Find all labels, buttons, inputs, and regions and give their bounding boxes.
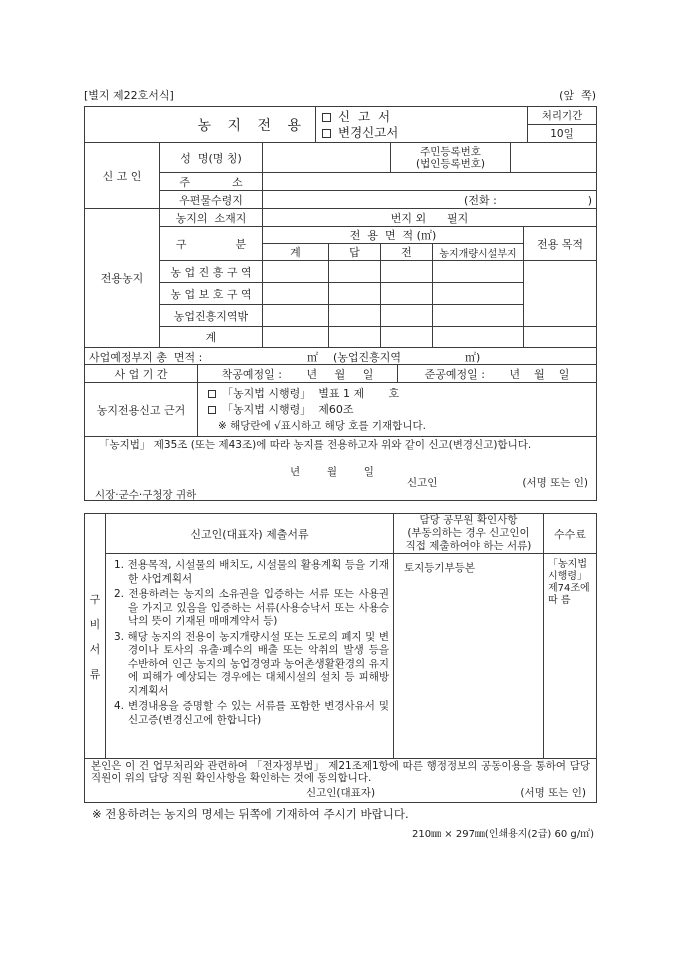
zone-protection-paddy-cell — [329, 283, 381, 305]
zone-promotion-total-cell — [263, 261, 329, 283]
fee-line: 따 름 — [548, 595, 571, 606]
period-label: 사 업 기 간 — [85, 365, 198, 383]
area-col-paddy: 답 — [329, 244, 381, 261]
docs-col3-header: 수수료 — [544, 514, 597, 554]
doc-item: 1. 전용목적, 시설물의 배치도, 시설물의 활용계획 등을 기재한 사업계획서 — [114, 559, 389, 585]
zone-protection-facility-cell — [433, 283, 524, 305]
zone-promotion-field-cell — [381, 261, 433, 283]
area-header: 전 용 면 적 (㎡) — [263, 227, 524, 244]
zone-sum-total-cell — [263, 327, 329, 348]
start-date-label: 착공예정일 : 년 월 일 — [198, 365, 398, 383]
checkbox-icon — [208, 390, 216, 398]
consent-signature-note: (서명 또는 인) — [520, 787, 586, 799]
site-area-table — [84, 347, 597, 365]
consent-applicant-label: 신고인(대표자) — [306, 787, 376, 799]
fee-line: 「농지법 — [548, 559, 587, 570]
site-area-unit2: ㎡) — [465, 350, 481, 364]
checkbox-icon — [322, 129, 331, 138]
signature-note: (서명 또는 인) — [522, 476, 588, 489]
basis-option-1 — [208, 386, 590, 402]
processing-period-label: 처리기간 — [528, 107, 597, 125]
change-report-checkbox-row — [322, 125, 527, 141]
site-area-paren: (농업진흥지역 — [333, 350, 402, 364]
purpose-sum-cell — [524, 327, 597, 348]
zone-row-sum-label: 계 — [160, 327, 263, 348]
zone-protection-total-cell — [263, 283, 329, 305]
basis-note: ※ 해당란에 √표시하고 해당 호를 기재합니다. — [218, 420, 426, 432]
end-date-label: 준공예정일 : 년 월 일 — [398, 365, 597, 383]
site-area-row — [85, 348, 597, 365]
name-label: 성 명(명 칭) — [160, 143, 263, 173]
zone-protection-field-cell — [381, 283, 433, 305]
report-type-cell — [316, 107, 528, 143]
address-label: 주 소 — [160, 173, 263, 191]
fee-text — [544, 554, 597, 759]
change-report-label: 변경신고서 — [338, 124, 399, 140]
zone-outside-total-cell — [263, 305, 329, 327]
applicant-group-label: 신 고 인 — [85, 143, 160, 209]
docs-col2-header-line1: 담당 공무원 확인사항 — [419, 514, 518, 526]
declaration-text: 「농지법」 제35조 (또는 제43조)에 따라 농지를 전용하고자 위와 같이 신고(변경신고)합니다. — [99, 438, 532, 451]
declaration-date: 년 월 일 — [290, 465, 374, 478]
period-table — [84, 364, 597, 383]
docs-side-label — [85, 514, 106, 759]
doc-item: 3. 해당 농지의 전용이 농지개량시설 또는 도로의 폐지 및 변경이나 토사의 유출·폐수의 배출 또는 악취의 발생 등을 수반하여 인근 농지의 농업경영과 농어촌생활환경의 유지에 피해가 예상되는 경우에는 대체시설의 설치 등 피해방지계획서 — [114, 630, 389, 697]
site-area-unit: ㎡ — [307, 350, 318, 364]
name-input-cell — [263, 143, 391, 173]
declaration-applicant-label: 신고인 — [407, 476, 438, 489]
zone-sum-paddy-cell — [329, 327, 381, 348]
report-label: 신 고 서 — [338, 108, 391, 124]
checkbox-icon — [322, 113, 331, 122]
zone-sum-facility-cell — [433, 327, 524, 348]
checkbox-icon — [208, 406, 216, 414]
farmland-table — [84, 208, 597, 348]
page-side-label: (앞 쪽) — [559, 89, 596, 102]
regno-input-cell — [511, 143, 597, 173]
farmland-group-label: 전용농지 — [85, 209, 160, 348]
zone-outside-field-cell — [381, 305, 433, 327]
basis-table — [84, 382, 597, 437]
docs-side-char: 서 — [89, 642, 101, 656]
documents-table — [84, 513, 597, 803]
zone-outside-facility-cell — [433, 305, 524, 327]
report-checkbox-row — [322, 109, 527, 125]
docs-side-char: 비 — [89, 617, 101, 631]
area-col-total: 계 — [263, 244, 329, 261]
zone-row-protection-label: 농 업 보 호 구 역 — [160, 283, 263, 305]
zone-sum-field-cell — [381, 327, 433, 348]
mail-label: 우편물수령지 — [160, 191, 263, 209]
site-area-label: 사업예정부지 총 면적 : — [89, 350, 203, 364]
zone-row-outside-label: 농업진흥지역밖 — [160, 305, 263, 327]
regno-label-line2: (법인등록번호) — [415, 157, 486, 170]
area-col-facility: 농지개량시설부지 — [433, 244, 524, 261]
phone-label: (전화 : ) — [263, 191, 597, 209]
docs-col2-header — [394, 514, 544, 554]
form-number: [별지 제22호서식] — [84, 89, 174, 102]
applicant-table — [84, 142, 597, 209]
form-content — [84, 106, 596, 840]
processing-period-value: 10일 — [528, 125, 597, 143]
location-label: 농지의 소재지 — [160, 209, 263, 227]
declaration-table — [84, 436, 597, 501]
consent-cell — [85, 759, 597, 803]
regno-label — [391, 143, 511, 173]
docs-col2-header-line3: 직접 제출하여야 하는 서류) — [405, 540, 532, 552]
regno-label-line1: 주민등록번호 — [420, 145, 481, 158]
purpose-input-cell — [524, 261, 597, 327]
zone-promotion-facility-cell — [433, 261, 524, 283]
area-col-field: 전 — [381, 244, 433, 261]
zone-promotion-paddy-cell — [329, 261, 381, 283]
docs-items-cell — [106, 554, 394, 759]
official-check-doc: 토지등기부등본 — [394, 554, 544, 759]
docs-side-char: 구 — [89, 592, 101, 606]
doc-item: 4. 변경내용을 증명할 수 있는 서류를 포함한 변경사유서 및 신고증(변경신고에 한합니다) — [114, 700, 389, 726]
consent-text: 본인은 이 건 업무처리와 관련하여 「전자정부법」 제21조제1항에 따른 행정정보의 공동이용을 통하여 담당 직원이 위의 담당 직원 확인사항을 확인하는 것에 동의합니다. — [91, 760, 590, 784]
basis-option-2 — [208, 402, 590, 418]
form-title: 농 지 전 용 — [85, 107, 316, 143]
basis-option-1-label: 「농지법 시행령」 별표 1 제 호 — [222, 387, 400, 400]
doc-item: 2. 전용하려는 농지의 소유권을 입증하는 서류 또는 사용권을 가지고 있음을 입증하는 서류(사용승낙서 또는 사용승낙의 뜻이 기재된 매매계약서 등) — [114, 588, 389, 627]
recipient-label: 시장·군수·구청장 귀하 — [95, 488, 197, 501]
title-table — [84, 106, 597, 143]
basis-options-cell — [198, 383, 597, 437]
zone-outside-paddy-cell — [329, 305, 381, 327]
docs-side-char: 류 — [89, 667, 101, 681]
basis-label: 농지전용신고 근거 — [85, 383, 198, 437]
docs-col1-header: 신고인(대표자) 제출서류 — [106, 514, 394, 554]
docs-col2-header-line2: (부동의하는 경우 신고인이 — [407, 527, 530, 539]
zone-row-promotion-label: 농 업 진 흥 구 역 — [160, 261, 263, 283]
fee-line: 시행령」 — [548, 571, 587, 582]
paper-spec: 210㎜ × 297㎜(인쇄용지(2급) 60 g/㎡) — [412, 829, 594, 840]
basis-option-2-label: 「농지법 시행령」 제60조 — [222, 403, 354, 416]
purpose-header: 전용 목적 — [524, 227, 597, 261]
declaration-cell — [85, 437, 597, 501]
top-annotations — [84, 87, 596, 103]
category-label: 구 분 — [160, 227, 263, 261]
location-hint: 번지 외 필지 — [263, 209, 597, 227]
address-input-cell — [263, 173, 597, 191]
back-side-note: ※ 전용하려는 농지의 명세는 뒤쪽에 기재하여 주시기 바랍니다. — [92, 807, 409, 821]
fee-line: 제74조에 — [548, 583, 590, 594]
